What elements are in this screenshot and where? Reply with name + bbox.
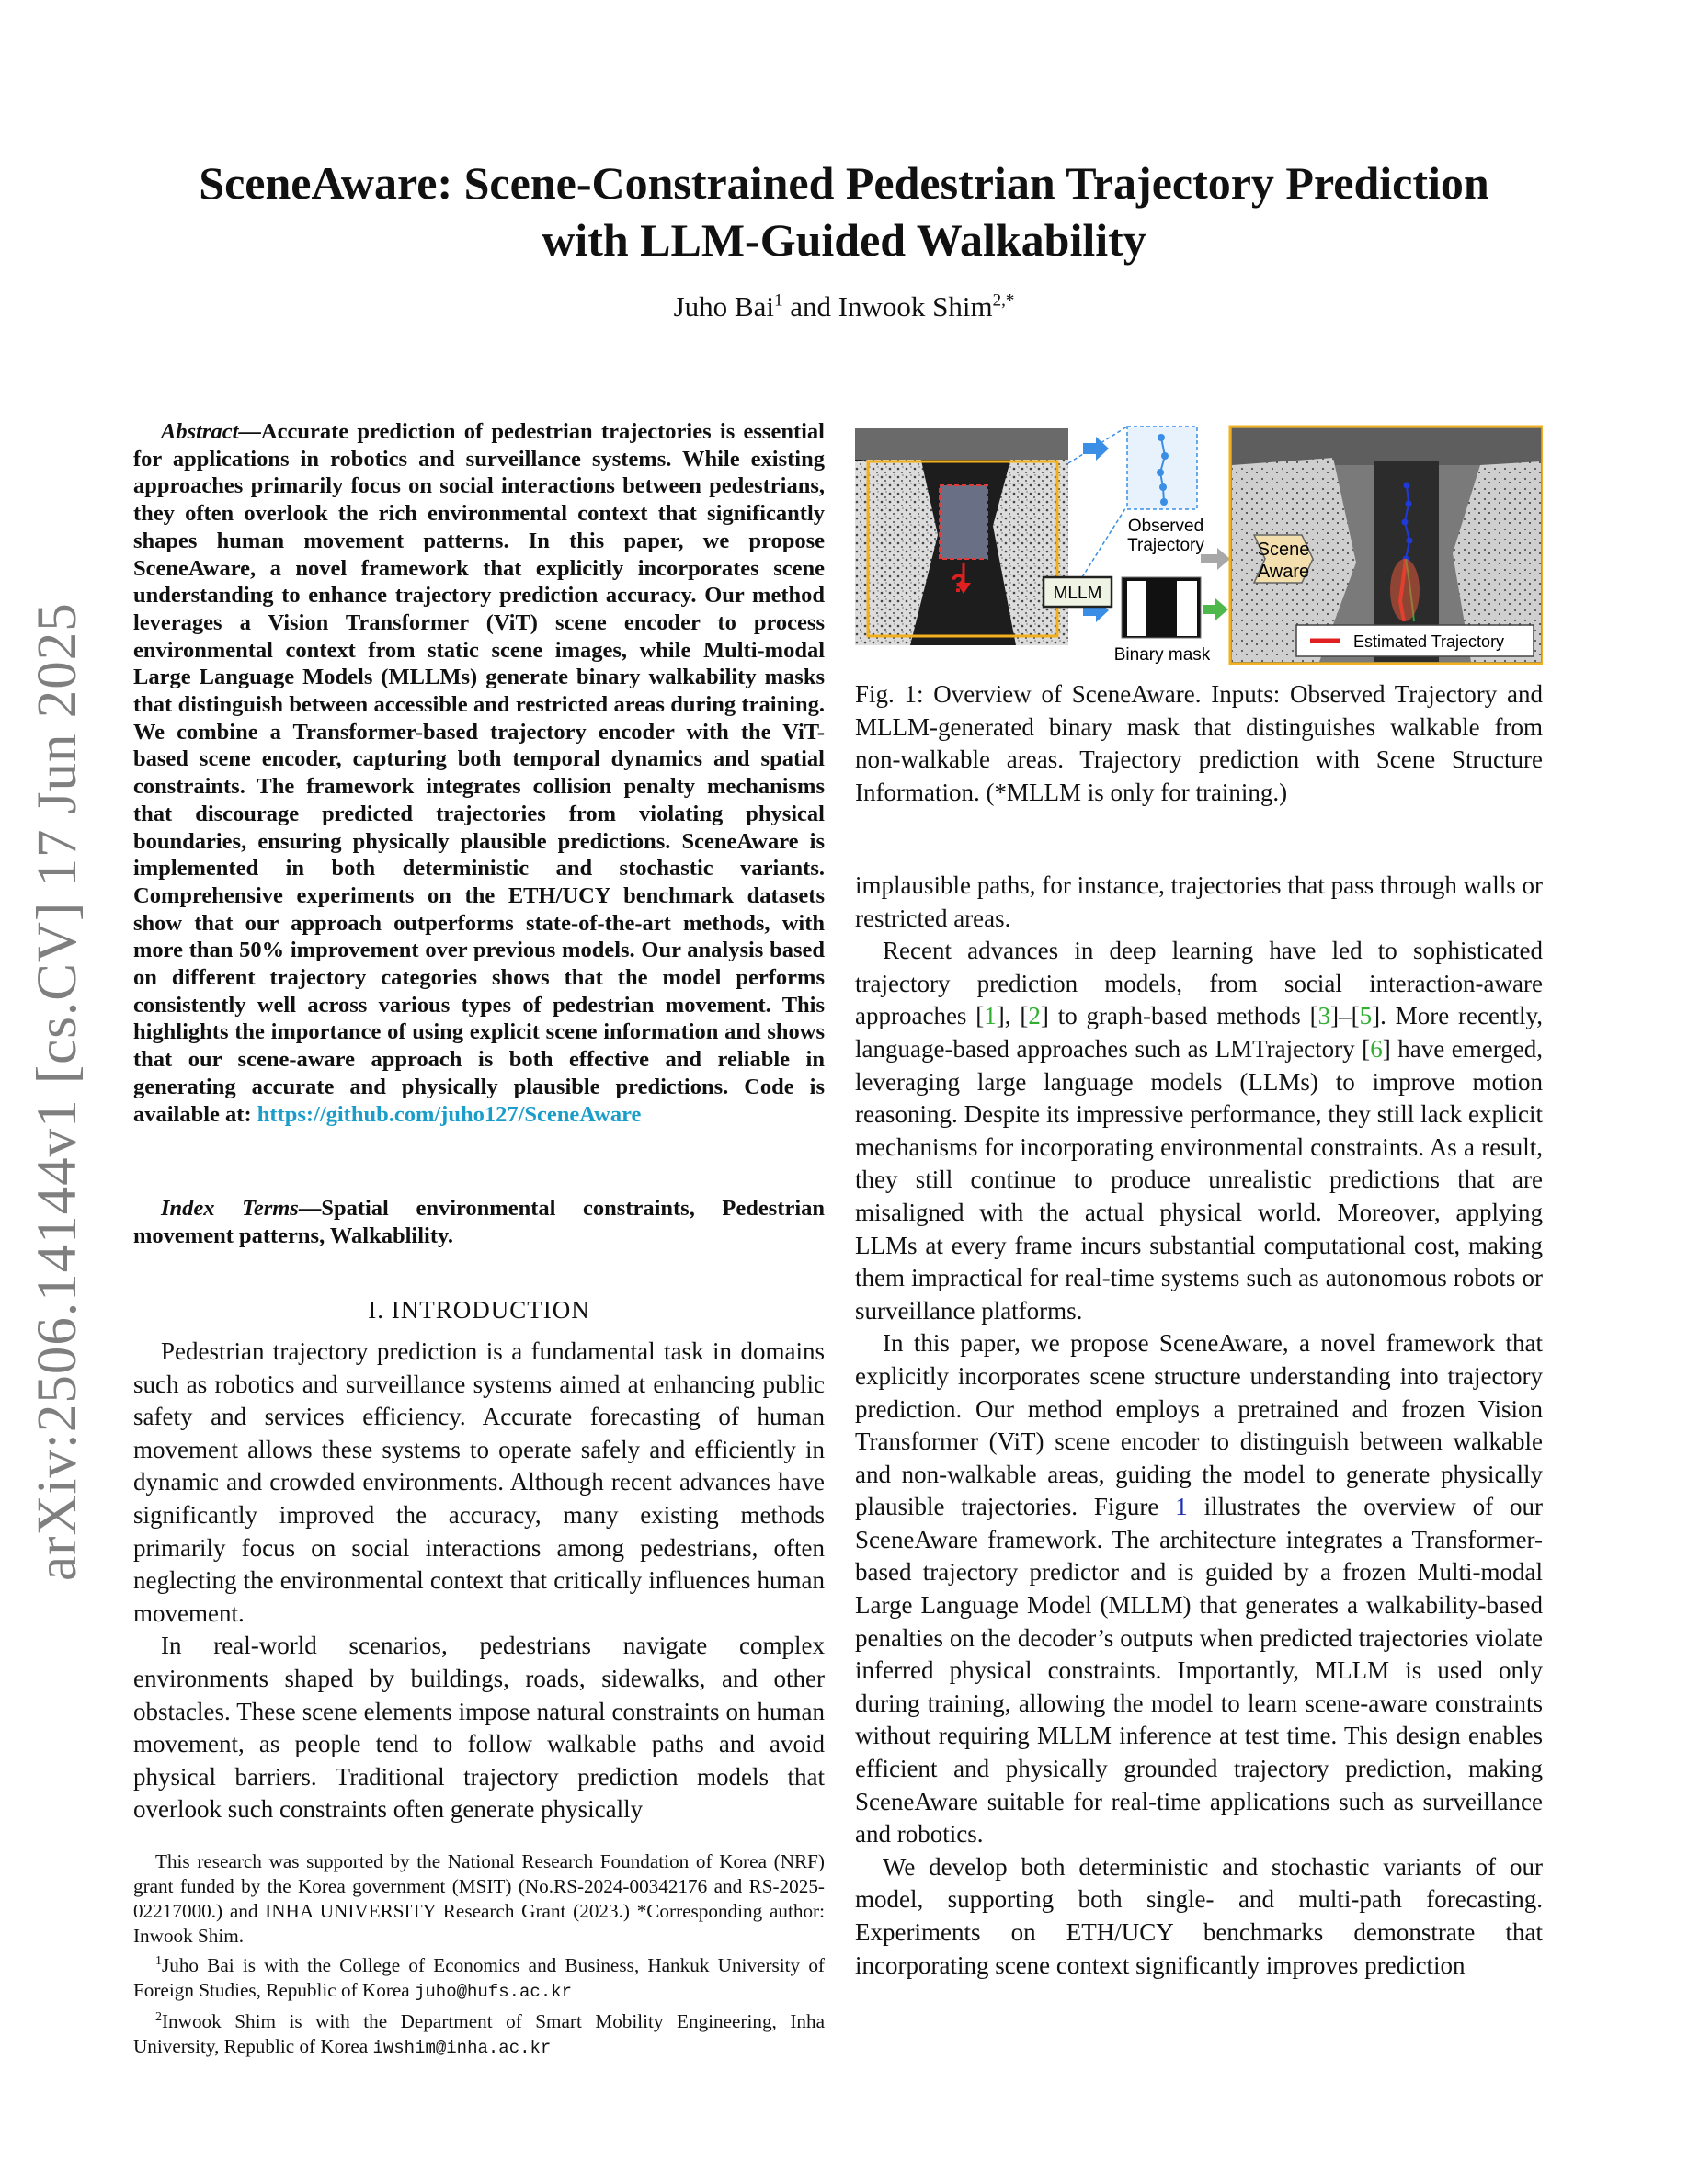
affiliation-text-2: Inwook Shim is with the Department of Smart Mobility Engineering, Inha University, Republic of Korea [133,2010,825,2058]
binary-mask-label: Binary mask [1113,645,1211,665]
intro-paragraph-2: In real-world scenarios, pedestrians navigate complex environments shaped by buildings, roads, sidewalks, and other obstacles. These scene elements impose natural constraints on human movement, as people tend to follow walkable paths and avoid physical barriers. Traditional trajectory prediction models that overlook such constraints often generate physically [133,1632,825,1824]
email-1: juho@hufs.ac.kr [415,1982,573,2003]
author-2-affiliation: 2,* [992,290,1015,311]
arxiv-identifier-stamp: arXiv:2506.14144v1 [cs.CV] 17 Jun 2025 [27,602,88,1581]
uncertain-future-question-mark: ? [951,569,967,597]
section-heading-introduction: I. INTRODUCTION [368,1296,590,1324]
figure-1-caption: Fig. 1: Overview of SceneAware. Inputs: Observed Trajectory and MLLM-generated binary mask that distinguishes walkable from non-walkable areas. Trajectory prediction with Scene Structure Information. (*MLLM is only for training.) [855,680,1543,806]
affiliation-footnote-2 [133,2005,825,2061]
observed-label-line-2: Trajectory [1127,536,1204,555]
index-terms [133,1195,825,1249]
citation-3[interactable]: 3 [1317,1002,1331,1030]
intro-paragraph-4: Recent advances in deep learning have led to sophisticated trajectory prediction models, from social interaction-aware approaches [1], [2] to graph-based methods [3]–[5]. More recently, language-based approaches such as LMTrajectory [6] have emerged, leveraging large language models (LLMs) to improve motion reasoning. Despite its impressive performance, they still lack explicit mechanisms for incorporating environmental constraints. As a result, they still continue to produce unrealistic predictions that are misaligned with the actual physical world. Moreover, applying LLMs at every frame incurs substantial computational cost, making them impractical for real-time systems such as autonomous robots or surveillance platforms. [855,937,1544,1325]
intro-paragraph-5: In this paper, we propose SceneAware, a novel framework that explicitly incorporates scene structure understanding into trajectory prediction. Our method employs a pretrained and frozen Vision Transformer (ViT) scene encoder to distinguish between walkable and non-walkable areas, guiding the model to generate physically plausible trajectories. Figure 1 illustrates the overview of our SceneAware framework. The architecture integrates a Transformer-based trajectory predictor and is guided by a frozen Multi-modal Large Language Model (MLLM) that generates a walkability-based penalties on the decoder’s outputs when predicted trajectories violate inferred physical constraints. Importantly, MLLM is used only during training, allowing the model to learn scene-aware constraints without requiring MLLM inference at test time. This design enables efficient and physically grounded trajectory prediction, making SceneAware suitable for real-time applications such as surveillance and robotics. [855,1329,1543,1848]
legend-estimated-trajectory: Estimated Trajectory [1353,632,1505,651]
arrow-right-icon [1083,437,1109,461]
author-separator: and [782,290,838,323]
index-terms-text: —Spatial environmental constraints, Pedestrian movement patterns, Walkablility. [133,1196,825,1248]
intro-paragraph-1: Pedestrian trajectory prediction is a fundamental task in domains such as robotics and surveillance systems aimed at enhancing public safety and services efficiency. Accurate forecasting of human movement allows these systems to operate safely and efficiently in dynamic and crowded environments. Although recent advances have significantly improved the accuracy, many existing methods primarily focus on social interactions among pedestrians, often neglecting the environmental context that critically influences human movement. [133,1337,825,1627]
author-list [110,290,1578,324]
paper-title [110,154,1578,268]
footnotes [133,1849,825,2061]
affiliation-footnote-1 [133,1949,825,2005]
affiliation-text-1: Juho Bai is with the College of Economics and Business, Hankuk University of Foreign Studies, Republic of Korea [133,1954,825,2002]
abstract-text: —Accurate prediction of pedestrian trajectories is essential for applications in robotics and surveillance systems. While existing approaches primarily focus on social interactions between pedestrians, they often overlook the rich environmental context that significantly shapes human movement patterns. In this paper, we propose SceneAware, a novel framework that explicitly incorporates scene understanding to enhance trajectory prediction accuracy. Our method leverages a Vision Transformer (ViT) scene encoder to process environmental context from static scene images, while Multi-modal Large Language Models (MLLMs) generate binary walkability masks that distinguish between accessible and restricted areas during training. We combine a Transformer-based trajectory encoder with the ViT-based scene encoder, capturing both temporal dynamics and spatial constraints. The framework integrates collision penalty mechanisms that discourage predicted trajectories from violating physical boundaries, ensuring physically plausible predictions. SceneAware is implemented in both deterministic and stochastic variants. Comprehensive experiments on the ETH/UCY benchmark datasets show that our approach outperforms state-of-the-art methods, with more than 50% improvement over previous models. Our analysis based on different trajectory categories shows that the model performs consistently well across various types of pedestrian movement. This highlights the importance of using explicit scene information and shows that our scene-aware approach is both effective and reliable in generating accurate and physically plausible predictions. Code is available at: [133,419,825,1127]
intro-paragraph-6: We develop both deterministic and stochastic variants of our model, supporting both single- and multi-path forecasting. Experiments on ETH/UCY benchmarks demonstrate that incorporating scene context significantly improves prediction [855,1852,1543,1979]
author-1-affiliation: 1 [773,290,783,311]
funding-footnote: This research was supported by the National Research Foundation of Korea (NRF) grant funded by the Korea government (MSIT) (No.RS-2024-00342176 and RS-2025-02217000.) and INHA UNIVERSITY Research Grant (2023.) *Corresponding author: Inwook Shim. [133,1850,825,1947]
introduction-right-column [855,870,1543,1982]
introduction-left-column [133,1336,825,1826]
arrow-right-icon [1201,548,1230,570]
code-link[interactable]: https://github.com/juho127/SceneAware [257,1101,642,1127]
abstract [133,418,825,1128]
figure-reference-1[interactable]: 1 [1175,1493,1188,1521]
sceneaware-label-line-2: Aware [1257,562,1310,582]
intro-paragraph-3: implausible paths, for instance, trajectories that pass through walls or restricted areas. [855,871,1543,932]
citation-1[interactable]: 1 [984,1002,997,1030]
index-terms-label: Index Terms [161,1196,299,1221]
author-2: Inwook Shim [838,290,993,323]
citation-6[interactable]: 6 [1370,1034,1383,1063]
mllm-label: MLLM [1053,584,1102,603]
figure-1-overview [855,425,1543,665]
observed-trajectory-panel [1127,427,1197,509]
citation-2[interactable]: 2 [1028,1002,1041,1030]
figure-legend [1296,625,1534,656]
sceneaware-label-line-1: Scene [1257,540,1310,560]
arrow-right-icon [1203,598,1228,620]
binary-mask-image [1122,577,1201,638]
footnote-marker-1: 1 [155,1954,162,1968]
title-line-1: SceneAware: Scene-Constrained Pedestrian Trajectory Prediction [199,157,1489,209]
footnote-marker-2: 2 [155,2010,162,2025]
observed-label-line-1: Observed [1127,517,1204,536]
input-scene-image [855,428,1068,645]
title-line-2: with LLM-Guided Walkability [542,214,1146,266]
abstract-label: Abstract [161,419,239,444]
author-1: Juho Bai [673,290,774,323]
email-2: iwshim@inha.ac.kr [372,2038,552,2059]
citation-5[interactable]: 5 [1359,1002,1373,1030]
